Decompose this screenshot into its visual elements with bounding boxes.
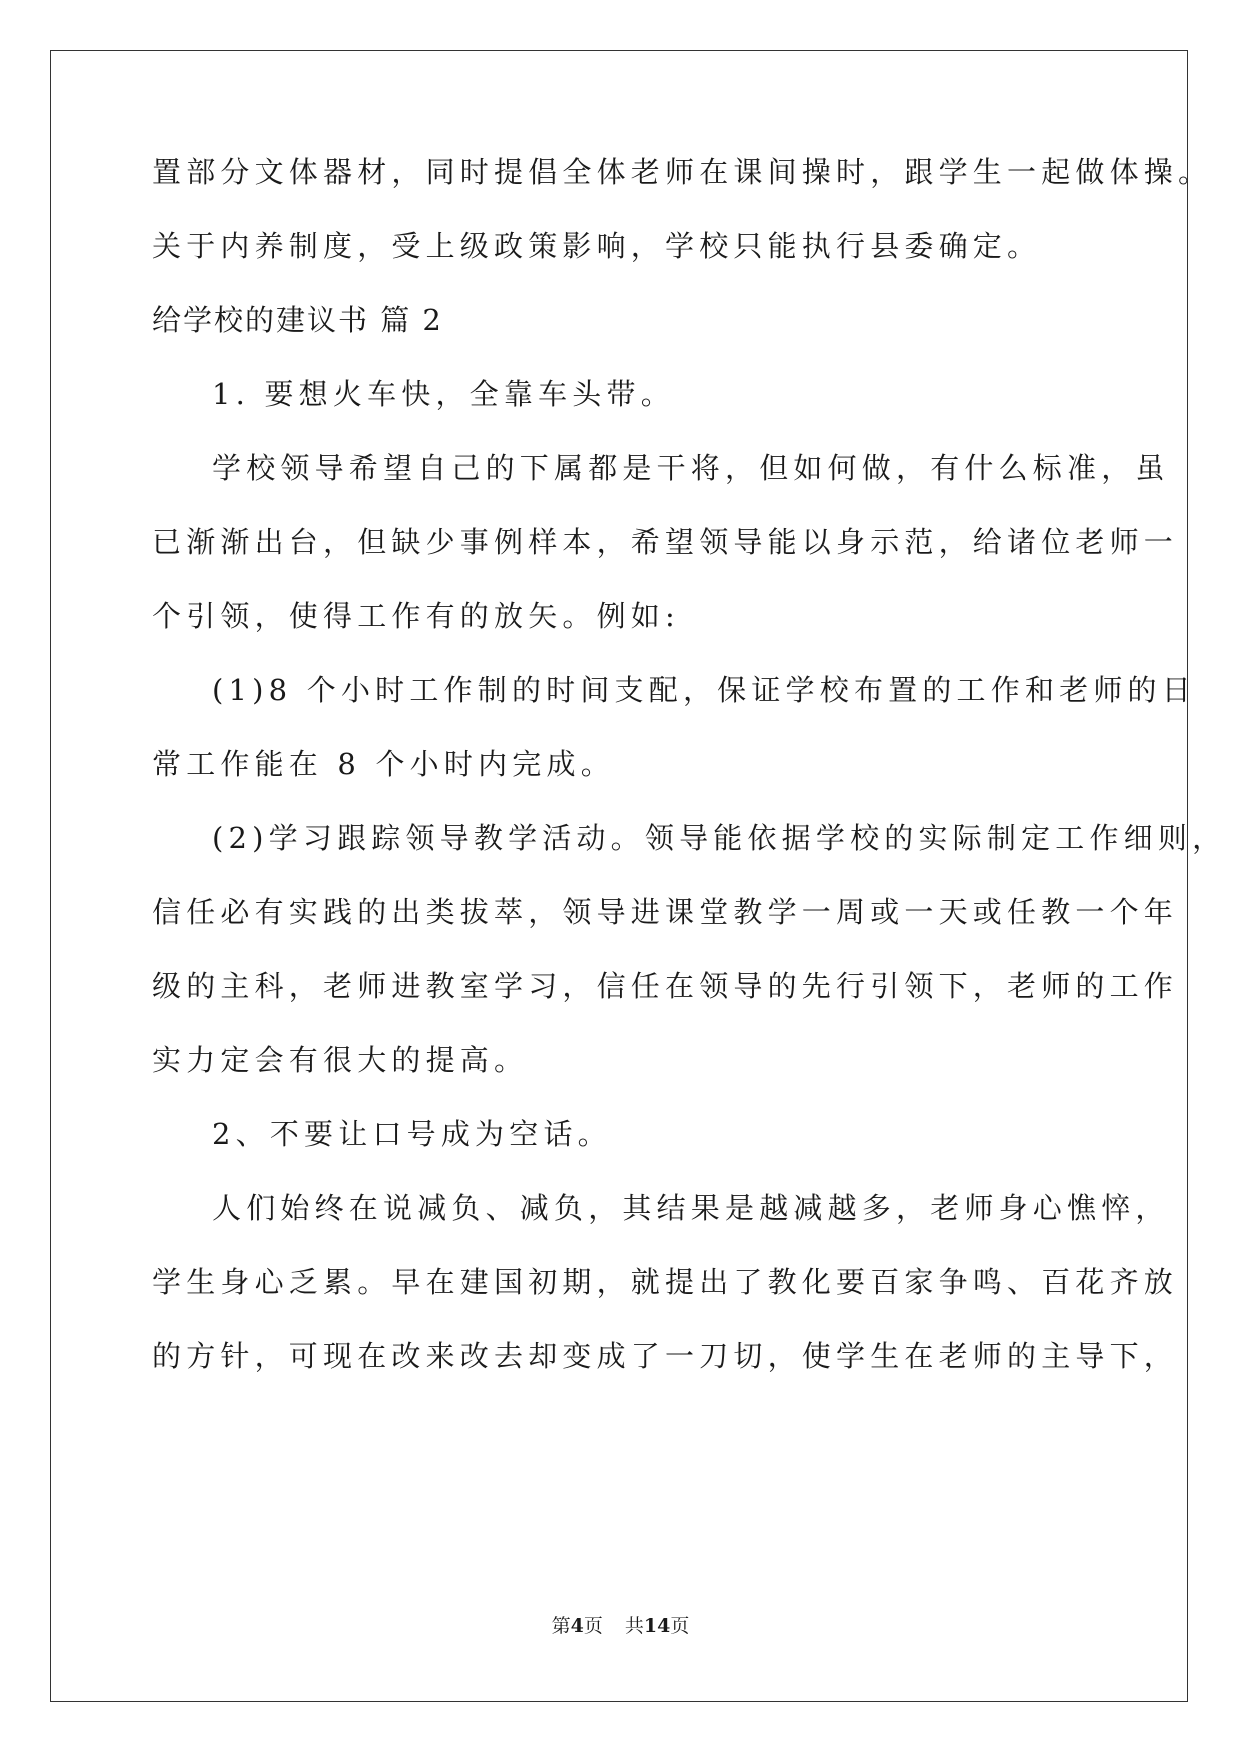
- text-line: 学校领导希望自己的下属都是干将，但如何做，有什么标准，虽: [212, 451, 1170, 485]
- text-line: (2)学习跟踪领导教学活动。领导能依据学校的实际制定工作细则，: [212, 821, 1227, 855]
- page-prefix: 第: [551, 1615, 571, 1637]
- text-line: 已渐渐出台，但缺少事例样本，希望领导能以身示范，给诸位老师一: [152, 525, 1179, 559]
- page-footer: [0, 1614, 1241, 1638]
- text-line: 信任必有实践的出类拔萃，领导进课堂教学一周或一天或任教一个年: [152, 895, 1179, 929]
- page-number: 4: [570, 1615, 584, 1637]
- total-suffix: 页: [670, 1615, 690, 1637]
- text-line: 人们始终在说减负、减负，其结果是越减越多，老师身心憔悴，: [212, 1191, 1170, 1225]
- page-suffix: 页: [583, 1615, 603, 1637]
- list-item-heading: 1. 要想火车快，全靠车头带。: [212, 377, 675, 411]
- text-line: 置部分文体器材，同时提倡全体老师在课间操时，跟学生一起做体操。: [152, 155, 1213, 189]
- text-line: 关于内养制度，受上级政策影响，学校只能执行县委确定。: [152, 229, 1042, 263]
- section-heading: 给学校的建议书 篇 2: [152, 303, 443, 337]
- text-line: 常工作能在 8 个小时内完成。: [152, 747, 615, 781]
- list-item-heading: 2、不要让口号成为空话。: [212, 1117, 612, 1151]
- text-line: 学生身心乏累。早在建国初期，就提出了教化要百家争鸣、百花齐放: [152, 1265, 1179, 1299]
- total-pages: 14: [643, 1615, 671, 1637]
- text-line: 级的主科，老师进教室学习，信任在领导的先行引领下，老师的工作: [152, 969, 1179, 1003]
- page-frame: [50, 50, 1188, 1702]
- text-line: 实力定会有很大的提高。: [152, 1043, 529, 1077]
- text-line: (1)8 个小时工作制的时间支配，保证学校布置的工作和老师的日: [212, 673, 1196, 707]
- text-line: 个引领，使得工作有的放矢。例如:: [152, 599, 680, 633]
- total-prefix: 共: [624, 1615, 644, 1637]
- text-line: 的方针，可现在改来改去却变成了一刀切，使学生在老师的主导下，: [152, 1339, 1179, 1373]
